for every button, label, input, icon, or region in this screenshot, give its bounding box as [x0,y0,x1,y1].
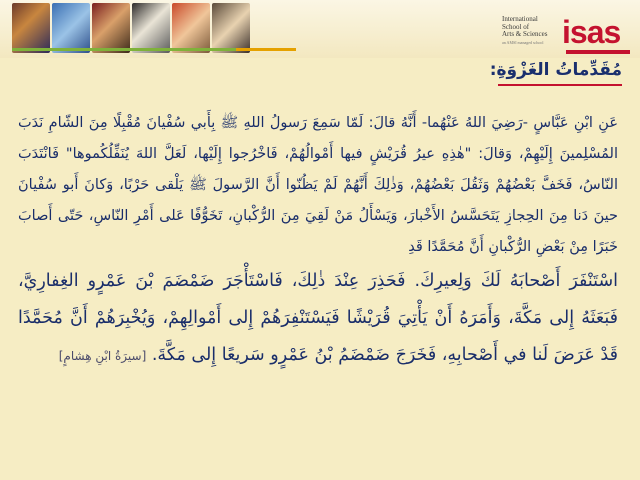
school-name-line: School of [502,22,530,31]
logo-underline [566,50,630,54]
school-name-line: International [502,15,538,23]
student-photo [132,3,170,53]
isas-logo: isas [562,14,621,50]
section-title: مُقَدِّماتُ الغَزْوَةِ: [489,60,622,80]
student-photo [212,3,250,53]
student-photo [12,3,50,53]
student-photo [52,3,90,53]
student-photo [172,3,210,53]
paragraph-2 [18,263,618,375]
green-accent-bar [12,48,236,51]
student-photo [92,3,130,53]
school-tagline: an AMSI managed school [502,39,544,45]
title-underline [498,84,622,86]
school-name [502,16,564,46]
hadith-text [18,108,618,375]
school-name-line: Arts & Sciences [502,30,548,38]
header-banner [0,0,640,58]
banner-photo-strip [12,3,250,53]
orange-accent-bar [236,48,296,51]
paragraph-1: عَنِ ابْنِ عَبَّاسٍ -رَضِيَ اللهُ عَنْهُما- أَنَّهُ قالَ: لَمّا سَمِعَ رَسولُ اللهِ ﷺ بِأَبي سُفْيانَ مُقْبِلًا مِنَ الشّامِ نَدَبَ المُسْلِمينَ إِلَيْهِمْ، وَقالَ: "هٰذِهِ عيرُ قُرَيْشٍ فيها أَمْوالُهُمْ، فَاخْرُجوا إِلَيْها، لَعَلَّ اللهَ يُنَفِّلُكُموها" فَانْتَدَبَ النّاسُ، فَخَفَّ بَعْضُهُمْ وَثَقُلَ بَعْضُهُمْ، وَذٰلِكَ أَنَّهُمْ لَمْ يَظُنّوا أَنَّ الرَّسولَ ﷺ يَلْقى حَرْبًا، وَكانَ أَبو سُفْيانَ حينَ دَنا مِنَ الحِجازِ يَتَحَسَّسُ الأَخْبارَ، وَيَسْأَلُ مَنْ لَقِيَ مِنَ الرُّكْبانِ، تَخَوُّفًا عَلى أَمْرِ النّاسِ، حَتّى أَصابَ خَبَرًا مِنْ بَعْضِ الرُّكْبانِ أَنَّ مُحَمَّدًا قَدِ [18,115,618,255]
paragraph-2-text: اسْتَنْفَرَ أَصْحابَهُ لَكَ وَلِعيرِكَ. فَحَذِرَ عِنْدَ ذٰلِكَ، فَاسْتَأْجَرَ ضَمْضَمَ بْنَ عَمْرٍو الغِفارِيَّ، فَبَعَثَهُ إِلى مَكَّةَ، وَأَمَرَهُ أَنْ يَأْتِيَ قُرَيْشًا فَيَسْتَنْفِرَهُمْ إِلى أَمْوالِهِمْ، وَيُخْبِرَهُمْ أَنَّ مُحَمَّدًا قَدْ عَرَضَ لَنا في أَصْحابِهِ، فَخَرَجَ ضَمْضَمُ بْنُ عَمْرٍو سَريعًا إِلى مَكَّةَ. [18,271,618,365]
citation: [سيرَةُ ابْنِ هِشامٍ] [58,349,147,363]
